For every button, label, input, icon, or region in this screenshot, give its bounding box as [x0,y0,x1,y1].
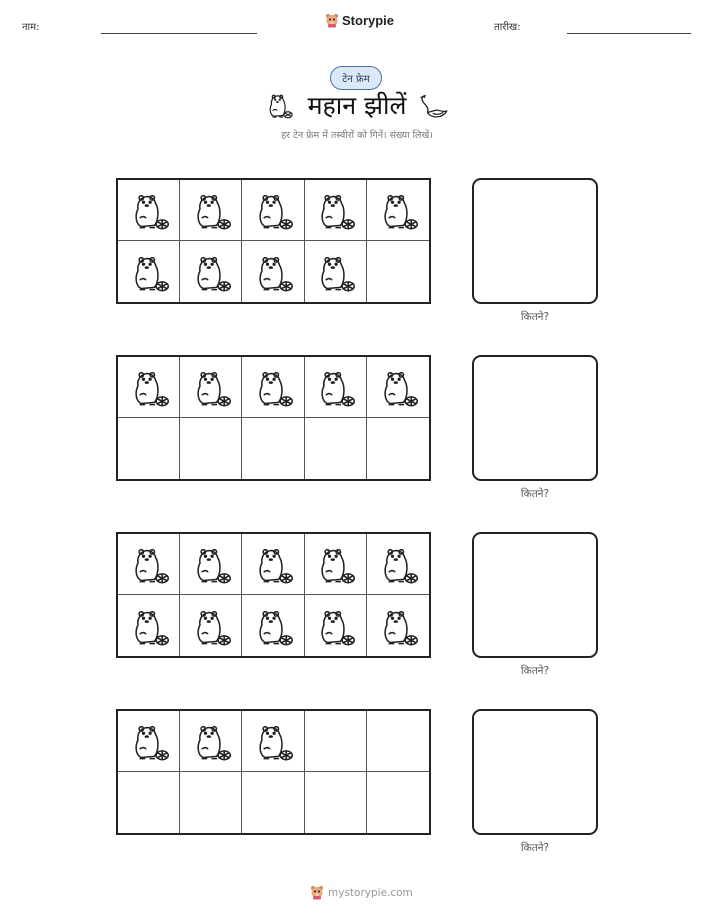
frame-cell [242,595,304,656]
beaver-icon [189,250,233,294]
brand [325,13,394,28]
beaver-icon [313,365,357,409]
frame-cell [367,772,429,833]
frame-cell [118,241,180,302]
frame-cell [305,180,367,241]
beaver-icon [189,719,233,763]
how-many-label-2: कितने? [520,488,550,500]
name-label: नाम: [22,22,40,33]
storypie-logo-icon [310,885,324,900]
frame-cell [305,357,367,418]
storypie-logo-icon [325,13,339,28]
beaver-icon [313,604,357,648]
frame-cell [180,534,242,595]
frame-cell [305,241,367,302]
footer-url: mystorypie.com [328,886,413,899]
beaver-icon [127,250,171,294]
frame-cell [367,418,429,479]
frame-cell [305,595,367,656]
how-many-label-3: कितने? [520,665,550,677]
beaver-icon [127,188,171,232]
date-line[interactable] [567,33,691,34]
frame-cell [367,241,429,302]
beaver-icon [376,604,420,648]
frame-cell [180,180,242,241]
frame-cell [118,772,180,833]
frame-cell [242,711,304,772]
beaver-icon [251,365,295,409]
frame-cell [367,534,429,595]
frame-cell [118,357,180,418]
beaver-icon [251,250,295,294]
frame-cell [180,711,242,772]
frame-cell [118,711,180,772]
ten-frame-4 [116,709,431,835]
name-line[interactable] [101,33,257,34]
beaver-icon [251,719,295,763]
ten-frame-1 [116,178,431,304]
frame-cell [305,534,367,595]
frame-cell [180,241,242,302]
beaver-icon [313,542,357,586]
beaver-icon [313,188,357,232]
frame-cell [242,534,304,595]
frame-cell [180,595,242,656]
frame-cell [118,534,180,595]
frame-cell [305,418,367,479]
beaver-icon [189,604,233,648]
frame-cell [242,357,304,418]
beaver-icon [251,188,295,232]
frame-cell [367,180,429,241]
beaver-icon [189,365,233,409]
frame-cell [367,711,429,772]
beaver-icon [313,250,357,294]
answer-box-3[interactable] [472,532,598,658]
frame-cell [118,180,180,241]
frame-cell [305,772,367,833]
frame-cell [180,357,242,418]
frame-cell [242,418,304,479]
answer-box-4[interactable] [472,709,598,835]
beaver-icon [251,542,295,586]
frame-cell [118,418,180,479]
frame-cell [367,357,429,418]
beaver-icon [376,365,420,409]
how-many-label-1: कितने? [520,311,550,323]
beaver-icon [127,604,171,648]
beaver-icon [376,542,420,586]
beaver-icon [376,188,420,232]
how-many-label-4: कितने? [520,842,550,854]
beaver-icon [127,719,171,763]
date-label: तारीख: [494,22,521,33]
topic-badge: टेन फ्रेम [330,66,382,90]
footer [310,885,413,900]
frame-cell [367,595,429,656]
beaver-icon [251,604,295,648]
page-title: महान झीलें [307,91,407,120]
frame-cell [305,711,367,772]
swan-icon [418,91,450,123]
frame-cell [180,418,242,479]
frame-cell [242,772,304,833]
brand-name: Storypie [342,13,395,28]
answer-box-1[interactable] [472,178,598,304]
beaver-icon [127,542,171,586]
beaver-icon [189,542,233,586]
answer-box-2[interactable] [472,355,598,481]
beaver-icon [127,365,171,409]
ten-frame-2 [116,355,431,481]
beaver-icon [189,188,233,232]
frame-cell [118,595,180,656]
instructions: हर टेन फ्रेम में तस्वीरों को गिनें। संख्या लिखें। [281,130,433,141]
frame-cell [180,772,242,833]
frame-cell [242,241,304,302]
frame-cell [242,180,304,241]
ten-frame-3 [116,532,431,658]
